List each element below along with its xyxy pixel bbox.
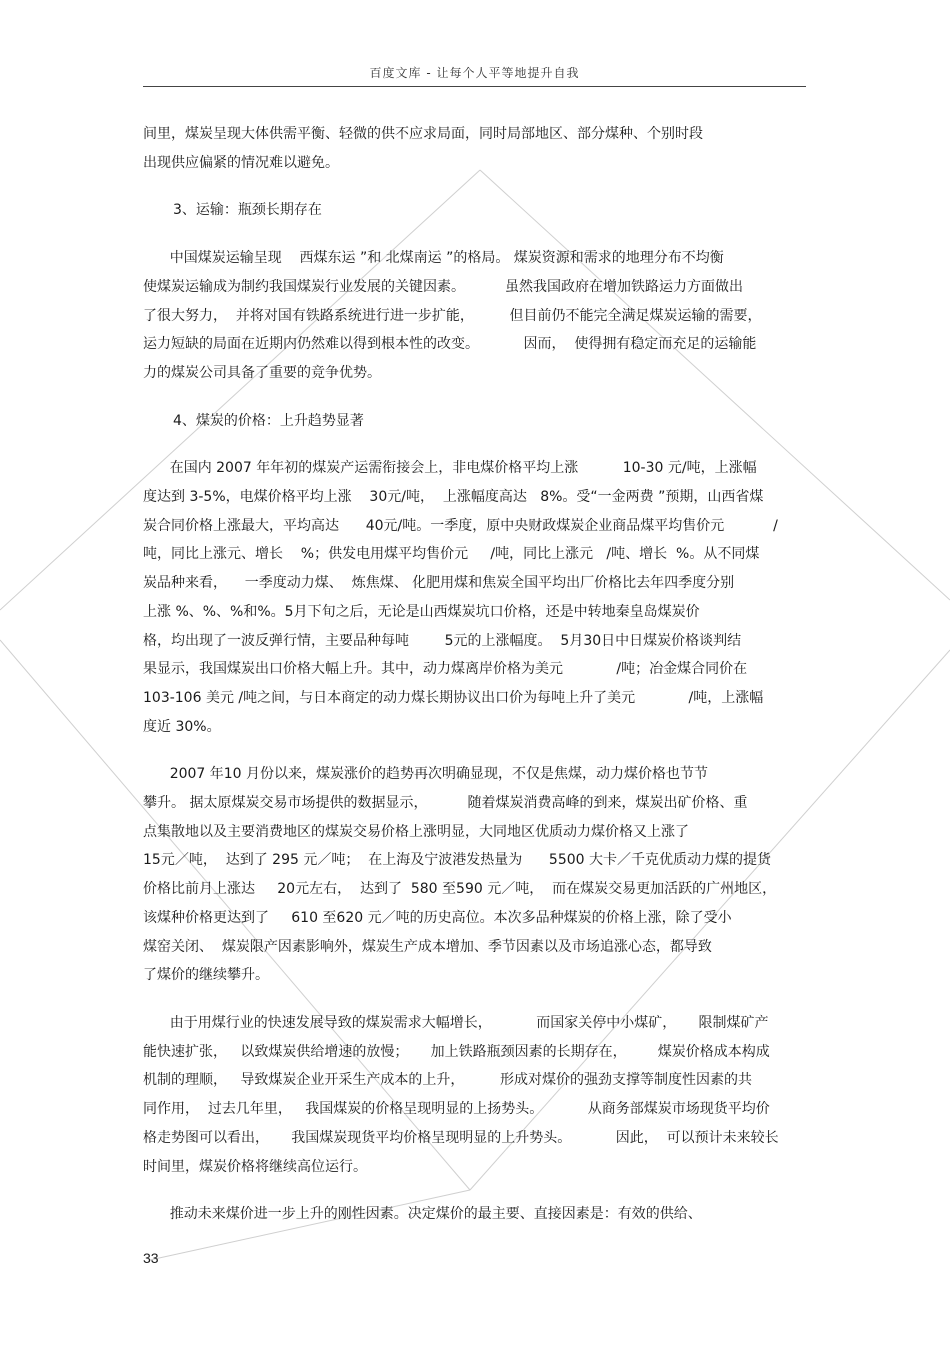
text-line: 了很大努力， 并将对国有铁路系统进行进一步扩能， 但目前仍不能完全满足煤炭运输的需要， bbox=[143, 307, 762, 324]
paragraph-gap bbox=[143, 177, 806, 196]
text-line: 点集散地以及主要消费地区的煤炭交易价格上涨明显，大同地区优质动力煤价格又上涨了 bbox=[143, 823, 689, 840]
page-header: 百度文库 - 让每个人平等地提升自我 bbox=[369, 66, 580, 80]
paragraph bbox=[143, 1009, 806, 1181]
paragraph-gap bbox=[143, 435, 806, 454]
text-line: 炭品种来看， 一季度动力煤、 炼焦煤、 化肥用煤和焦炭全国平均出厂价格比去年四季度分别 bbox=[143, 575, 735, 592]
text-line: 机制的理顺， 导致煤炭企业开采生产成本的上升， 形成对煤价的强劲支撑等制度性因素的共 bbox=[143, 1072, 752, 1089]
text-line: 能快速扩张， 以致煤炭供给增速的放慢； 加上铁路瓶颈因素的长期存在， 煤炭价格成本构成 bbox=[143, 1043, 770, 1060]
text-line: 15元／吨， 达到了 295 元／吨； 在上海及宁波港发热量为 5500 大卡／千克优质动力煤的提货 bbox=[143, 852, 772, 869]
text-line: 价格比前月上涨达 20元左右， 达到了 580 至590 元／吨， 而在煤炭交易更加活跃的广州地区， bbox=[143, 881, 777, 898]
text-line: 格走势图可以看出， 我国煤炭现货平均价格呈现明显的上升势头。 因此， 可以预计未来较长 bbox=[143, 1129, 779, 1146]
text-line: 时间里，煤炭价格将继续高位运行。 bbox=[143, 1158, 367, 1175]
section-heading: 3、运输：瓶颈长期存在 bbox=[173, 202, 322, 219]
text-line: 103-106 美元 /吨之间，与日本商定的动力煤长期协议出口价为每吨上升了美元 /吨，上涨幅 bbox=[143, 689, 764, 706]
paragraph bbox=[143, 120, 806, 177]
paragraph-gap bbox=[143, 741, 806, 760]
paragraph bbox=[143, 1200, 806, 1229]
text-line: 2007 年10 月份以来，煤炭涨价的趋势再次明确显现，不仅是焦煤，动力煤价格也节节 bbox=[143, 766, 709, 783]
text-line: 煤窑关闭、 煤炭限产因素影响外，煤炭生产成本增加、季节因素以及市场追涨心态，都导致 bbox=[143, 938, 712, 955]
text-line: 吨，同比上涨元、增长 %；供发电用煤平均售价元 /吨，同比上涨元 /吨、增长 %。从不同煤 bbox=[143, 546, 760, 563]
paragraph bbox=[143, 454, 806, 741]
paragraph bbox=[143, 244, 806, 388]
paragraph-gap bbox=[143, 990, 806, 1009]
text-line: 果显示，我国煤炭出口价格大幅上升。其中，动力煤离岸价格为美元 /吨；冶金煤合同价在 bbox=[143, 661, 748, 678]
text-line: 攀升。 据太原煤炭交易市场提供的数据显示， 随着煤炭消费高峰的到来，煤炭出矿价格、重 bbox=[143, 795, 748, 812]
text-line: 了煤价的继续攀升。 bbox=[143, 967, 269, 984]
text-line: 中国煤炭运输呈现 西煤东运 ”和 北煤南运 ”的格局。 煤炭资源和需求的地理分布不均衡 bbox=[143, 250, 724, 267]
text-line: 炭合同价格上涨最大，平均高达 40元/吨。一季度，原中央财政煤炭企业商品煤平均售价元 / bbox=[143, 517, 778, 534]
text-line: 推动未来煤价进一步上升的刚性因素。决定煤价的最主要、直接因素是：有效的供给、 bbox=[143, 1206, 702, 1223]
text-line: 使煤炭运输成为制约我国煤炭行业发展的关键因素。 虽然我国政府在增加铁路运力方面做出 bbox=[143, 278, 744, 295]
text-line: 由于用煤行业的快速发展导致的煤炭需求大幅增长， 而国家关停中小煤矿， 限制煤矿产 bbox=[143, 1014, 769, 1031]
text-line: 力的煤炭公司具备了重要的竞争优势。 bbox=[143, 364, 381, 381]
text-line: 间里，煤炭呈现大体供需平衡、轻微的供不应求局面，同时局部地区、部分煤种、个别时段 bbox=[143, 126, 703, 142]
page-number: 33 bbox=[143, 1250, 159, 1266]
document-body bbox=[143, 120, 806, 1229]
paragraph bbox=[143, 760, 806, 990]
text-line: 在国内 2007 年年初的煤炭产运需衔接会上，非电煤价格平均上涨 10-30 元/吨，上涨幅 bbox=[143, 460, 757, 477]
section-heading: 4、煤炭的价格：上升趋势显著 bbox=[173, 412, 364, 429]
text-line: 出现供应偏紧的情况难以避免。 bbox=[143, 154, 339, 171]
text-line: 度近 30%。 bbox=[143, 718, 221, 735]
text-line: 上涨 %、%、%和%。5月下旬之后，无论是山西煤炭坑口价格，还是中转地秦皇岛煤炭价 bbox=[143, 603, 700, 620]
text-line: 度达到 3-5%，电煤价格平均上涨 30元/吨， 上涨幅度高达 8%。受“一金两费 ”预期，山西省煤 bbox=[143, 489, 764, 506]
text-line: 格，均出现了一波反弹行情，主要品种每吨 5元的上涨幅度。 5月30日中日煤炭价格谈判结 bbox=[143, 632, 742, 649]
text-line: 运力短缺的局面在近期内仍然难以得到根本性的改变。 因而， 使得拥有稳定而充足的运输能 bbox=[143, 336, 757, 353]
text-line: 同作用， 过去几年里， 我国煤炭的价格呈现明显的上扬势头。 从商务部煤炭市场现货平均价 bbox=[143, 1101, 770, 1118]
header-rule bbox=[143, 86, 806, 87]
text-line: 该煤种价格更达到了 610 至620 元／吨的历史高位。本次多品种煤炭的价格上涨，除了受小 bbox=[143, 909, 732, 926]
paragraph-gap bbox=[143, 1181, 806, 1200]
paragraph-gap bbox=[143, 388, 806, 407]
paragraph-gap bbox=[143, 225, 806, 244]
